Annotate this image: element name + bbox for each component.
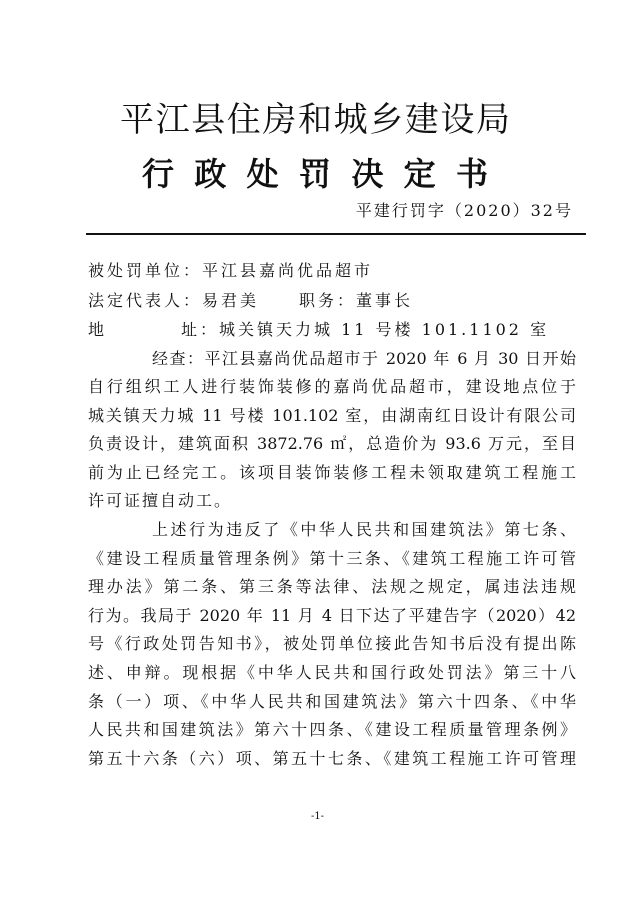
paragraph-line: 人民共和国建筑法》第六十四条、《建设工程质量管理条例》: [88, 720, 576, 740]
address-row: [88, 315, 576, 345]
agency-name: 平江县住房和城乡建设局: [120, 100, 510, 140]
document-body: [88, 256, 576, 773]
paragraph-line: 负责设计，建筑面积 3872.76 ㎡，总造价为 93.6 万元，至目: [88, 434, 576, 454]
address-value: 城关镇天力城 11 号楼 101.1102 室: [219, 320, 550, 339]
address-colon: ：: [200, 320, 220, 339]
paragraph-line: 《建设工程质量管理条例》第十三条、《建筑工程施工许可管: [88, 548, 576, 568]
legal-representative-row: [88, 286, 576, 316]
header-divider: [86, 233, 586, 235]
legal-representative-value: 易君美: [202, 290, 260, 310]
position-value: 董事长: [356, 290, 414, 310]
legal-representative-label: 法定代表人：: [88, 290, 203, 310]
paragraph-line: 述、申辩。现根据《中华人民共和国行政处罚法》第三十八: [88, 663, 576, 683]
paragraph-line: 前为止已经完工。该项目装饰装修工程未领取建筑工程施工: [88, 462, 576, 482]
paragraphs: [88, 345, 576, 774]
paragraph-line: 许可证擅自动工。: [88, 491, 233, 511]
paragraph-line: 第五十六条（六）项、第五十七条、《建筑工程施工许可管理: [88, 748, 576, 768]
paragraph-line: 条（一）项、《中华人民共和国建筑法》第六十四条、《中华: [88, 691, 576, 711]
document-number: 平建行罚字（2020）32号: [355, 201, 573, 220]
document-title: 行政处罚决定书: [142, 155, 488, 193]
paragraph-line: 号《行政处罚告知书》，被处罚单位接此告知书后没有提出陈: [88, 634, 576, 654]
page-number: -1-: [310, 811, 325, 822]
address-label: 地 址: [88, 320, 200, 339]
paragraph-line: 经查：平江县嘉尚优品超市于 2020 年 6 月 30 日开始: [152, 348, 576, 368]
paragraph-line: 行为。我局于 2020 年 11 月 4 日下达了平建告字（2020）42: [88, 605, 576, 625]
paragraph-line: 理办法》第二条、第三条等法律、法规之规定，属违法违规: [88, 577, 576, 597]
paragraph-line: 上述行为违反了《中华人民共和国建筑法》第七条、: [152, 520, 576, 540]
penalized-unit-value: 平江县嘉尚优品超市: [202, 261, 374, 280]
position-label: 职务：: [299, 290, 357, 310]
paragraph-line: 自行组织工人进行装饰装修的嘉尚优品超市，建设地点位于: [88, 377, 576, 397]
penalized-unit-label: 被处罚单位：: [88, 261, 203, 280]
paragraph-line: 城关镇天力城 11 号楼 101.102 室，由湖南红日设计有限公司: [88, 405, 576, 425]
penalized-unit-row: [88, 256, 576, 286]
